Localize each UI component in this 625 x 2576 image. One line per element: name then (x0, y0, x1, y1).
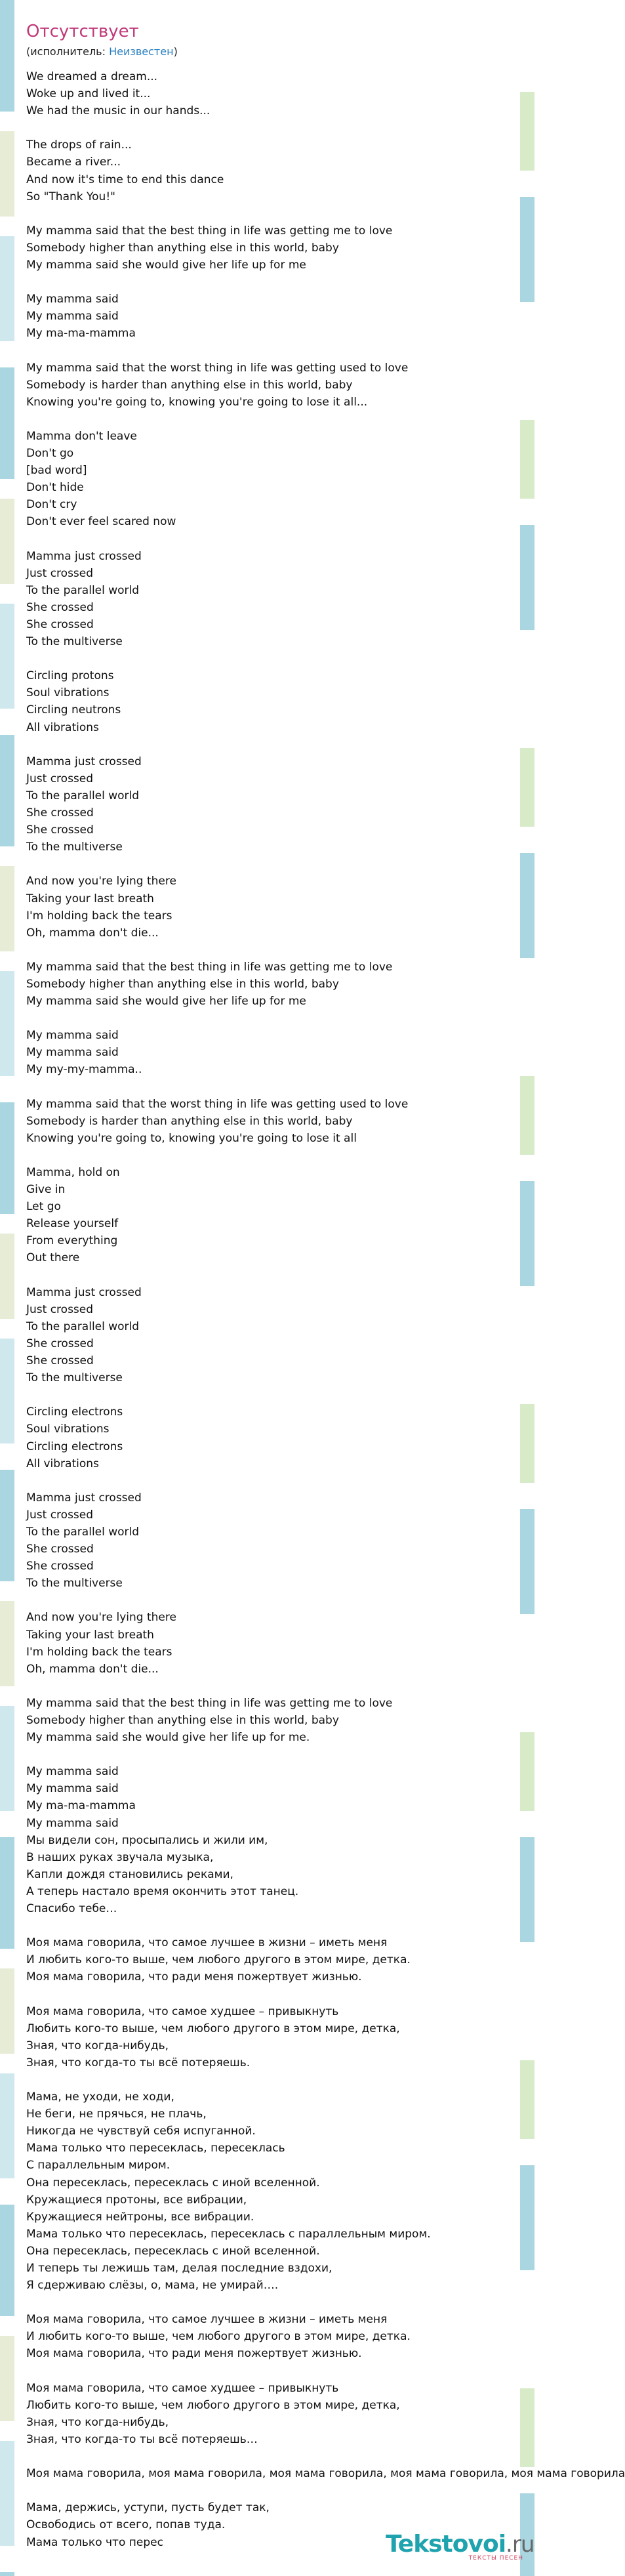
lyrics-line: Зная, что когда-то ты всё потеряешь… (26, 2432, 258, 2446)
lyrics-line: Somebody is harder than anything else in this world, baby (26, 378, 353, 392)
lyrics-line: My mamma said (26, 1816, 119, 1830)
lyrics-line: Мы видели сон, просыпались и жили им, (26, 1833, 268, 1847)
lyrics-line: She crossed (26, 1543, 94, 1556)
lyrics-stanza (26, 1284, 512, 1387)
lyrics-line: С параллельным миром. (26, 2159, 171, 2172)
lyrics-line: Мама, держись, уступи, пусть будет так, (26, 2501, 270, 2515)
logo-suffix: .ru (506, 2531, 534, 2558)
lyrics-stanza (26, 873, 512, 941)
lyrics-line: Mamma just crossed (26, 755, 142, 768)
lyrics-line: А теперь настало время окончить этот танец. (26, 1884, 299, 1898)
lyrics-line: Out there (26, 1251, 80, 1265)
lyrics-line: She crossed (26, 600, 94, 614)
lyrics-line: Somebody is harder than anything else in this world, baby (26, 1114, 353, 1128)
lyrics-line: Knowing you're going to, knowing you're going to lose it all... (26, 395, 368, 409)
lyrics-line: Circling protons (26, 669, 114, 683)
lyrics-line: Моя мама говорила, что самое худшее – привыкнуть (26, 2005, 339, 2018)
lyrics-line: The drops of rain... (26, 138, 132, 152)
lyrics-line: Let go (26, 1200, 61, 1214)
song-title: Отсутствует (26, 22, 139, 41)
lyrics-stanza (26, 1763, 512, 1917)
lyrics-line: To the multiverse (26, 635, 123, 649)
site-logo[interactable] (386, 2531, 534, 2568)
lyrics-line: My mamma said (26, 1765, 119, 1779)
lyrics-line: Моя мама говорила, что самое лучшее в жизни – иметь меня (26, 1936, 388, 1950)
lyrics-line: My ma-ma-mamma (26, 1799, 136, 1813)
lyrics-line: Oh, mamma don't die... (26, 1662, 159, 1676)
lyrics-stanza (26, 1096, 512, 1147)
lyrics-line: She crossed (26, 618, 94, 631)
lyrics-line: We had the music in our hands... (26, 104, 211, 118)
logo-tagline: ТЕКСТЫ ПЕСЕН (468, 2555, 523, 2562)
lyrics-stanza (26, 1489, 512, 1592)
lyrics-line: My mamma said (26, 310, 119, 323)
lyrics-line: Taking your last breath (26, 892, 154, 905)
lyrics-line: Моя мама говорила, что самое лучшее в жизни – иметь меня (26, 2313, 388, 2327)
lyrics-line: Knowing you're going to, knowing you're going to lose it all (26, 1131, 357, 1145)
lyrics-line: Mamma just crossed (26, 1491, 142, 1505)
lyrics-line: She crossed (26, 1560, 94, 1573)
logo-main: Tekstovoi (386, 2531, 506, 2558)
lyrics-stanza (26, 136, 512, 205)
lyrics-line: Я сдерживаю слёзы, о, мама, не умирай…. (26, 2279, 279, 2293)
lyrics-stanza (26, 1934, 512, 1985)
right-decorative-strip (520, 0, 534, 2576)
lyrics-line: Моя мама говорила, моя мама говорила, моя мама говорила, моя мама говорила, моя мама говорила (26, 2467, 625, 2481)
lyrics-line: I'm holding back the tears (26, 909, 172, 923)
lyrics-line: To the multiverse (26, 841, 123, 854)
performer-suffix: ) (173, 45, 178, 58)
lyrics-line: Taking your last breath (26, 1628, 154, 1642)
lyrics-line: To the parallel world (26, 789, 140, 802)
lyrics-line: To the multiverse (26, 1371, 123, 1385)
lyrics-line: To the parallel world (26, 1319, 140, 1333)
lyrics-stanza (26, 753, 512, 856)
lyrics-line: She crossed (26, 1337, 94, 1350)
lyrics-line: My my-my-mamma.. (26, 1063, 142, 1077)
lyrics-line: My mamma said that the worst thing in life was getting used to love (26, 361, 409, 375)
performer-link[interactable]: Неизвестен (109, 45, 174, 58)
lyrics-line: Circling neutrons (26, 703, 121, 717)
lyrics-line: Кружащиеся нейтроны, все вибрации. (26, 2210, 254, 2224)
lyrics-stanza (26, 2380, 512, 2448)
lyrics-line: Моя мама говорила, что ради меня пожертвует жизнью. (26, 1970, 362, 1984)
lyrics-stanza (26, 548, 512, 651)
lyrics-line: И любить кого-то выше, чем любого другого в этом мире, детка. (26, 1953, 411, 1967)
lyrics-line: Спасибо тебе… (26, 1902, 117, 1916)
lyrics-line: И любить кого-то выше, чем любого другого в этом мире, детка. (26, 2330, 411, 2344)
lyrics-line: Soul vibrations (26, 686, 110, 700)
lyrics-line: Mamma don't leave (26, 429, 137, 443)
lyrics-line: From everything (26, 1234, 118, 1248)
lyrics-line: My mamma said she would give her life up for me (26, 995, 306, 1008)
lyrics-line: Освободись от всего, попав туда. (26, 2518, 226, 2532)
lyrics-line: Она пересеклась, пересеклась с иной вселенной. (26, 2176, 320, 2190)
performer-prefix: (исполнитель: (26, 45, 110, 58)
lyrics-line: And now it's time to end this dance (26, 173, 224, 186)
lyrics-line: My ma-ma-mamma (26, 327, 136, 341)
lyrics-line: Give in (26, 1183, 66, 1197)
lyrics-stanza (26, 2311, 512, 2362)
lyrics-line: Somebody higher than anything else in this world, baby (26, 977, 339, 991)
performer-line (26, 45, 512, 59)
lyrics-line: Don't cry (26, 498, 77, 512)
lyrics-stanza (26, 1403, 512, 1472)
lyrics-line: I'm holding back the tears (26, 1645, 172, 1659)
lyrics-line: She crossed (26, 806, 94, 820)
lyrics-line: Любить кого-то выше, чем любого другого в этом мире, детка, (26, 2022, 400, 2035)
lyrics-line: И теперь ты лежишь там, делая последние вздохи, (26, 2262, 333, 2275)
lyrics-stanza (26, 222, 512, 274)
lyrics-line: Зная, что когда-нибудь, (26, 2415, 169, 2429)
logo-wordmark (386, 2531, 534, 2558)
lyrics-line: [bad word] (26, 464, 87, 478)
lyrics-stanza (26, 428, 512, 531)
lyrics-stanza (26, 1609, 512, 1677)
lyrics-line: Just crossed (26, 772, 94, 785)
left-decorative-strip (0, 0, 14, 2576)
lyrics-line: All vibrations (26, 1457, 99, 1470)
lyrics-stanza (26, 1164, 512, 1267)
lyrics-stanza (26, 291, 512, 342)
lyrics-stanza (26, 360, 512, 411)
lyrics-line: Somebody higher than anything else in this world, baby (26, 241, 339, 255)
lyrics-line: To the parallel world (26, 1525, 140, 1539)
lyrics-line: Just crossed (26, 1508, 94, 1522)
lyrics-line: She crossed (26, 823, 94, 837)
lyrics-line: Mamma just crossed (26, 549, 142, 563)
lyrics-line: Кружащиеся протоны, все вибрации, (26, 2193, 247, 2207)
lyrics-line: Don't go (26, 447, 74, 461)
lyrics-line: Mamma, hold on (26, 1166, 120, 1179)
lyrics-line: Somebody higher than anything else in this world, baby (26, 1714, 339, 1727)
lyrics-line: Зная, что когда-то ты всё потеряешь. (26, 2056, 251, 2069)
lyrics-line: My mamma said that the best thing in life was getting me to love (26, 960, 393, 974)
lyrics-line: Любить кого-то выше, чем любого другого в этом мире, детка, (26, 2398, 400, 2412)
lyrics-line: Мама только что пересеклась, пересеклась (26, 2142, 285, 2155)
lyrics-line: Became a river... (26, 156, 121, 169)
lyrics-line: My mamma said she would give her life up for me. (26, 1731, 310, 1745)
lyrics-line: Oh, mamma don't die... (26, 926, 159, 940)
lyrics-line: Моя мама говорила, что самое худшее – привыкнуть (26, 2381, 339, 2395)
lyrics-line: Мама только что перес (26, 2535, 163, 2549)
lyrics-line: My mamma said (26, 1782, 119, 1796)
lyrics-line: My mamma said that the best thing in life was getting me to love (26, 1696, 393, 1710)
lyrics-line: Woke up and lived it... (26, 87, 151, 101)
lyrics-line: And now you're lying there (26, 875, 176, 888)
lyrics-line: Circling electrons (26, 1440, 123, 1453)
lyrics-line: Зная, что когда-нибудь, (26, 2039, 169, 2052)
lyrics-line: She crossed (26, 1354, 94, 1368)
lyrics-stanza (26, 68, 512, 119)
lyrics-line: All vibrations (26, 720, 99, 734)
lyrics-line: Circling electrons (26, 1405, 123, 1419)
lyrics-stanza (26, 1695, 512, 1746)
lyrics-line: To the parallel world (26, 583, 140, 597)
lyrics-line: My mamma said (26, 1046, 119, 1060)
lyrics-stanza (26, 2465, 625, 2482)
lyrics-line: Она пересеклась, пересеклась с иной вселенной. (26, 2244, 320, 2258)
lyrics-stanza (26, 2003, 512, 2071)
lyrics-line: Никогда не чувствуй себя испуганной. (26, 2125, 256, 2138)
lyrics-line: Mamma just crossed (26, 1285, 142, 1299)
lyrics-line: Мама, не уходи, не ходи, (26, 2090, 174, 2104)
lyrics-line: My mamma said that the best thing in life was getting me to love (26, 224, 393, 238)
lyrics-line: Не беги, не прячься, не плачь, (26, 2108, 207, 2121)
lyrics-stanza (26, 667, 512, 736)
lyrics-line: So "Thank You!" (26, 190, 115, 203)
lyrics-line: We dreamed a dream... (26, 70, 158, 83)
lyrics-line: Моя мама говорила, что ради меня пожертвует жизнью. (26, 2347, 362, 2361)
lyrics-stanza (26, 2088, 512, 2294)
lyrics-line: My mamma said she would give her life up for me (26, 259, 306, 272)
lyrics-line: Капли дождя становились реками, (26, 1867, 233, 1881)
lyrics-stanza (26, 959, 512, 1010)
lyrics-line: Release yourself (26, 1217, 119, 1231)
lyrics-line: Just crossed (26, 1302, 94, 1316)
lyrics-line: Don't hide (26, 481, 84, 495)
lyrics-line: To the multiverse (26, 1577, 123, 1590)
lyrics-line: Don't ever feel scared now (26, 515, 176, 529)
lyrics-line: My mamma said that the worst thing in life was getting used to love (26, 1097, 409, 1111)
lyrics-line: Just crossed (26, 566, 94, 580)
lyrics-line: В наших руках звучала музыка, (26, 1850, 214, 1864)
lyrics-line: Мама только что пересеклась, пересеклась с параллельным миром. (26, 2227, 431, 2241)
lyrics-line: My mamma said (26, 293, 119, 306)
lyrics-line: Soul vibrations (26, 1423, 110, 1436)
lyrics-line: My mamma said (26, 1029, 119, 1043)
lyrics-stanza (26, 1027, 512, 1078)
lyrics-line: And now you're lying there (26, 1611, 176, 1625)
